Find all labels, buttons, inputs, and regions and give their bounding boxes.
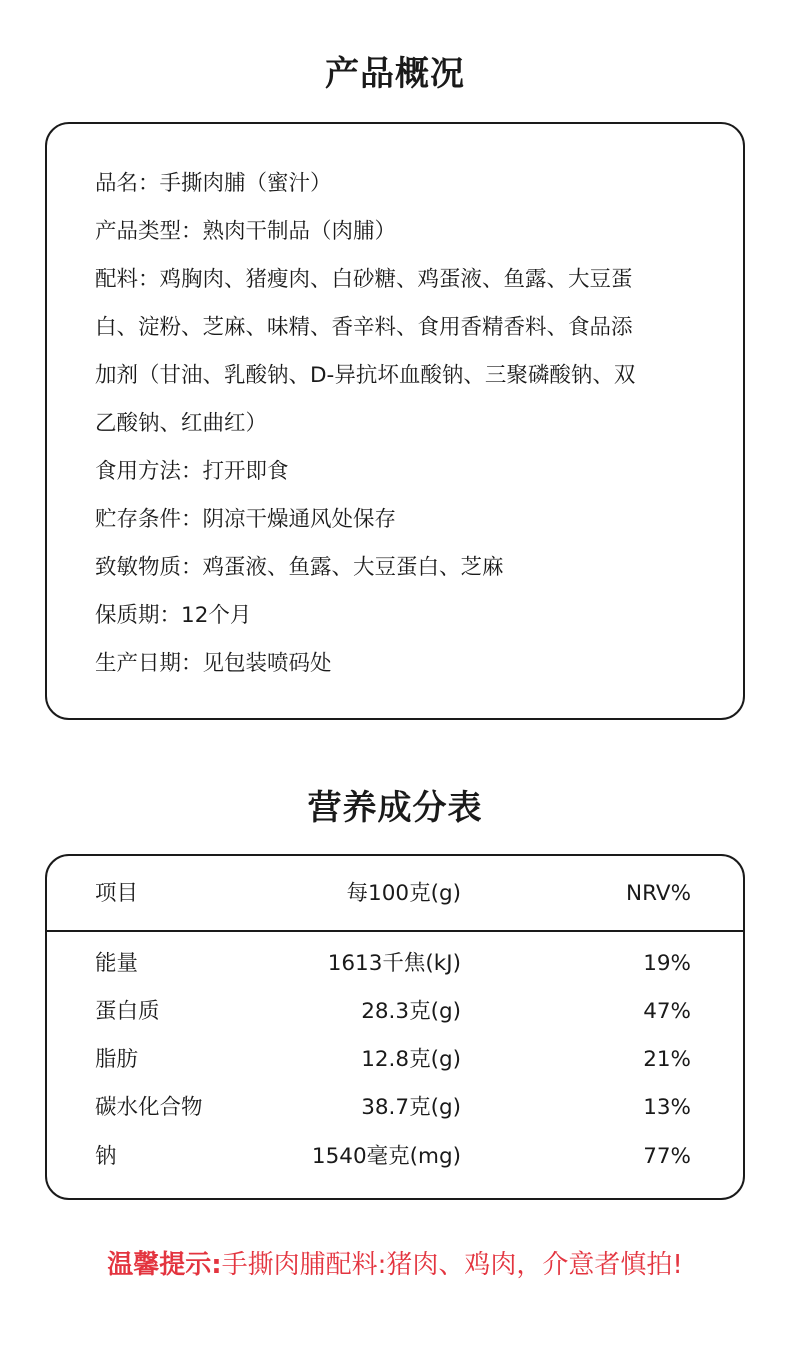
line-value: 熟肉干制品（肉脯） bbox=[202, 219, 397, 244]
line-value: 加剂（甘油、乳酸钠、D-异抗坏血酸钠、三聚磷酸钠、双 bbox=[95, 363, 636, 388]
row-value: 1613千焦(kJ) bbox=[327, 951, 461, 976]
line-value: 见包装喷码处 bbox=[202, 651, 332, 676]
line-value: 12个月 bbox=[181, 603, 252, 628]
line-value: 打开即食 bbox=[202, 459, 289, 484]
overview-panel bbox=[45, 122, 745, 720]
header-per-100g: 每100克(g) bbox=[346, 881, 461, 906]
row-name: 蛋白质 bbox=[95, 999, 160, 1024]
overview-line-storage bbox=[95, 496, 743, 544]
row-nrv: 77% bbox=[643, 1144, 691, 1169]
overview-line-shelf-life bbox=[95, 592, 743, 640]
warning-text: 手撕肉脯配料:猪肉、鸡肉，介意者慎拍! bbox=[221, 1250, 683, 1280]
line-value: 阴凉干燥通风处保存 bbox=[202, 507, 397, 532]
overview-line-product-type bbox=[95, 208, 743, 256]
header-nrv: NRV% bbox=[626, 881, 691, 906]
nutrition-row-energy bbox=[47, 940, 743, 988]
line-label: 配料： bbox=[95, 267, 160, 292]
row-name: 钠 bbox=[95, 1144, 117, 1169]
row-value: 12.8克(g) bbox=[361, 1047, 461, 1072]
overview-line-usage bbox=[95, 448, 743, 496]
header-divider bbox=[47, 930, 743, 932]
row-nrv: 21% bbox=[643, 1047, 691, 1072]
row-value: 28.3克(g) bbox=[361, 999, 461, 1024]
overview-line-allergens bbox=[95, 544, 743, 592]
row-nrv: 47% bbox=[643, 999, 691, 1024]
overview-line-product-name bbox=[95, 160, 743, 208]
line-label: 致敏物质： bbox=[95, 555, 203, 580]
line-label: 保质期： bbox=[95, 603, 182, 628]
nutrition-table bbox=[45, 854, 745, 1200]
row-name: 脂肪 bbox=[95, 1047, 139, 1072]
nutrition-header-row bbox=[47, 870, 743, 918]
nutrition-row-carbohydrate bbox=[47, 1084, 743, 1132]
line-label: 产品类型： bbox=[95, 219, 203, 244]
overview-line-ingredients-cont-1 bbox=[95, 304, 743, 352]
line-label: 贮存条件： bbox=[95, 507, 203, 532]
warning-notice bbox=[0, 1244, 790, 1281]
nutrition-row-fat bbox=[47, 1036, 743, 1084]
line-value: 手撕肉脯（蜜汁） bbox=[159, 171, 332, 196]
line-value: 乙酸钠、红曲红） bbox=[95, 411, 268, 436]
header-item: 项目 bbox=[95, 881, 139, 906]
row-nrv: 19% bbox=[643, 951, 691, 976]
line-label: 品名： bbox=[95, 171, 160, 196]
line-value: 鸡胸肉、猪瘦肉、白砂糖、鸡蛋液、鱼露、大豆蛋 bbox=[159, 267, 633, 292]
row-nrv: 13% bbox=[643, 1095, 691, 1120]
line-value: 鸡蛋液、鱼露、大豆蛋白、芝麻 bbox=[202, 555, 504, 580]
overview-line-ingredients-cont-3 bbox=[95, 400, 743, 448]
line-label: 食用方法： bbox=[95, 459, 203, 484]
overview-line-ingredients bbox=[95, 256, 743, 304]
row-name: 碳水化合物 bbox=[95, 1095, 203, 1120]
warning-label: 温馨提示: bbox=[107, 1250, 222, 1280]
nutrition-title: 营养成分表 bbox=[307, 788, 483, 828]
row-value: 38.7克(g) bbox=[361, 1095, 461, 1120]
row-value: 1540毫克(mg) bbox=[311, 1144, 461, 1169]
nutrition-row-protein bbox=[47, 988, 743, 1036]
overview-title: 产品概况 bbox=[325, 54, 465, 94]
overview-line-ingredients-cont-2 bbox=[95, 352, 743, 400]
overview-line-production-date bbox=[95, 640, 743, 688]
line-value: 白、淀粉、芝麻、味精、香辛料、食用香精香料、食品添 bbox=[95, 315, 633, 340]
nutrition-row-sodium bbox=[47, 1133, 743, 1181]
row-name: 能量 bbox=[95, 951, 139, 976]
line-label: 生产日期： bbox=[95, 651, 203, 676]
